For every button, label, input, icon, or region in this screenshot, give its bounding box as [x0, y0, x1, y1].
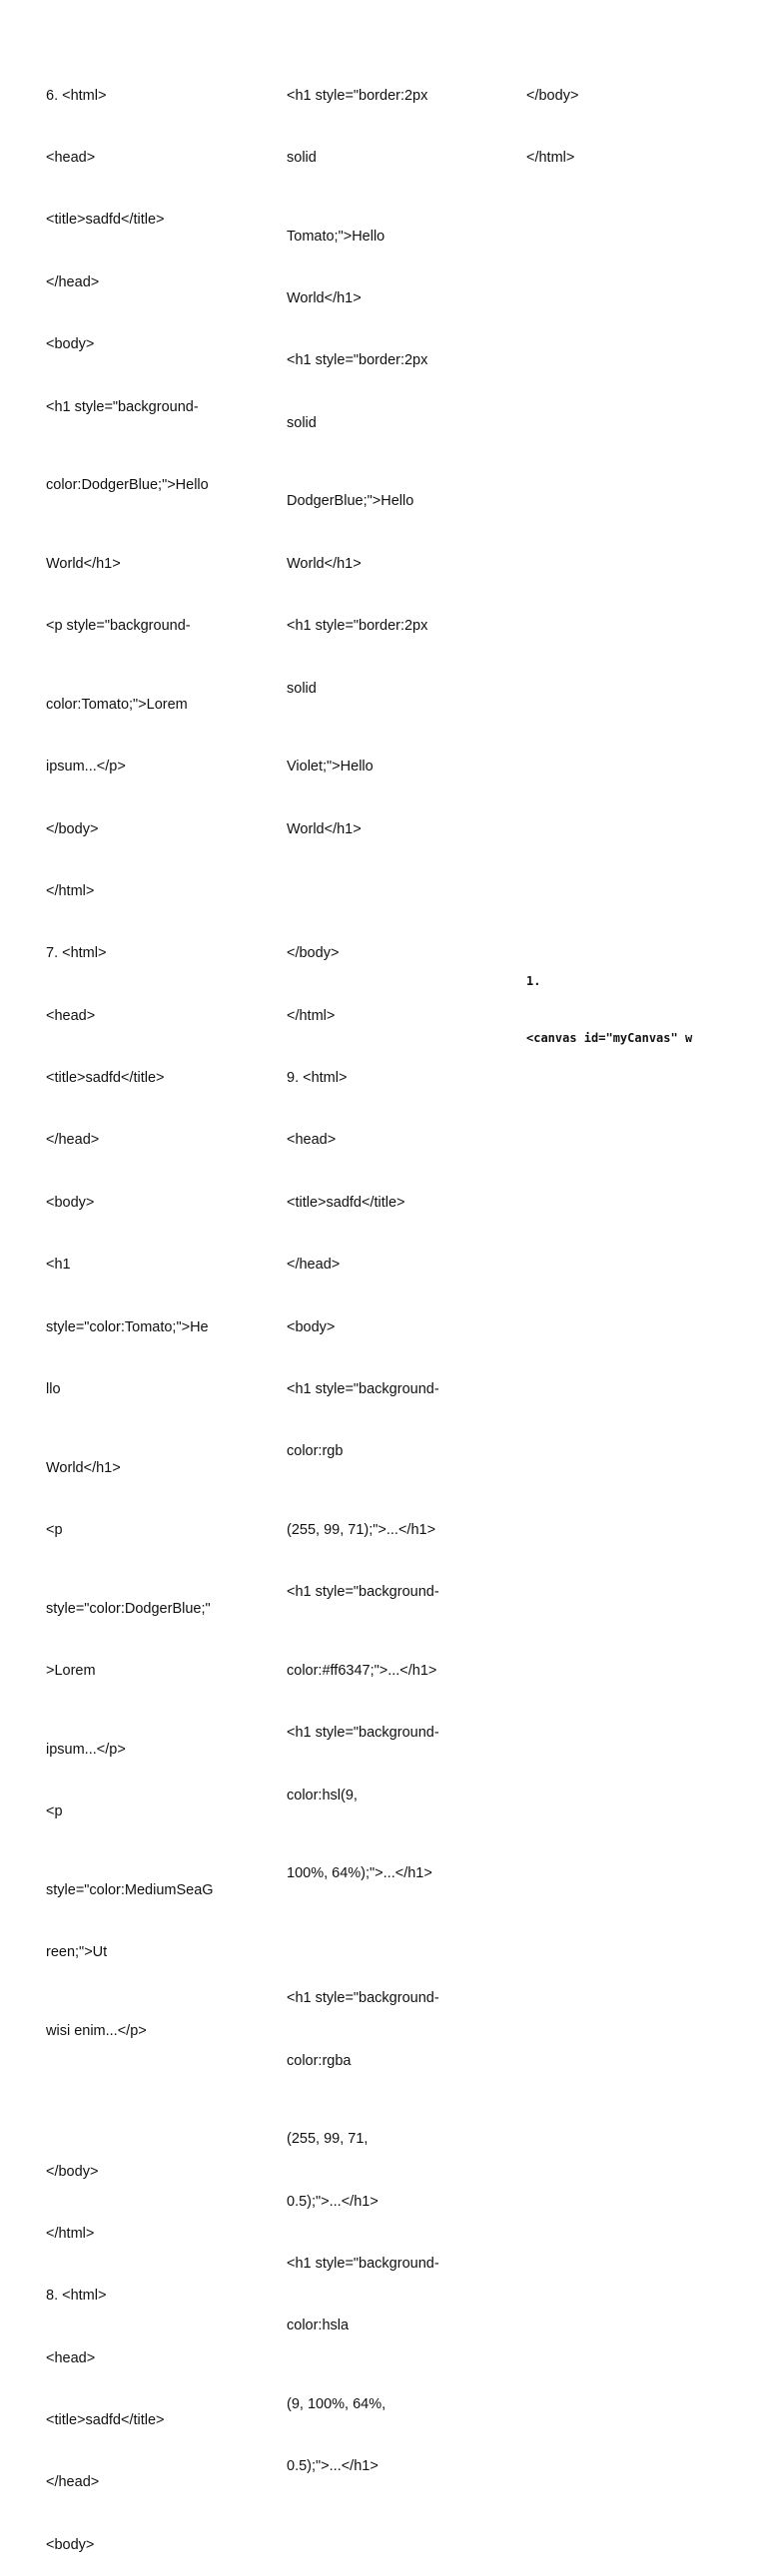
text-line: solid [287, 680, 317, 697]
text-line: <p [46, 1803, 63, 1819]
text-line: <body> [46, 2536, 95, 2553]
text-line: (255, 99, 71, [287, 2131, 369, 2148]
text-line: >Lorem [46, 1662, 96, 1679]
text-line: <h1 style="border:2px [287, 618, 428, 635]
text-line: wisi enim...</p> [46, 2022, 147, 2039]
text-line: <h1 style="background- [46, 398, 199, 415]
text-line [287, 1926, 511, 1947]
text-line: <head> [46, 2349, 96, 2366]
text-line: style="color:MediumSeaG [46, 1881, 214, 1898]
text-line: color:hsla [287, 2318, 350, 2334]
text-line: <h1 style="background- [287, 2255, 439, 2272]
text-line: </head> [46, 273, 100, 290]
text-line: <p [46, 1522, 63, 1538]
text-line: World</h1> [46, 555, 121, 572]
text-line: Violet;">Hello [287, 759, 374, 775]
text-line: <p style="background- [46, 618, 191, 635]
text-column-2 [287, 44, 511, 2498]
text-line: 0.5);">...</h1> [287, 2458, 379, 2475]
text-line [46, 2099, 271, 2120]
text-line: World</h1> [287, 555, 362, 572]
text-line: World</h1> [287, 289, 362, 306]
text-line: style="color:Tomato;">He [46, 1318, 209, 1335]
text-line: </html> [46, 882, 95, 899]
text-line: color:#ff6347;">...</h1> [287, 1662, 437, 1679]
text-line: <h1 style="background- [287, 1990, 439, 2007]
text-line: <h1 [46, 1257, 71, 1274]
text-line: <h1 style="border:2px [287, 87, 428, 104]
text-line: <body> [287, 1318, 336, 1335]
code-snippet [526, 934, 692, 1067]
text-line: <h1 style="border:2px [287, 352, 428, 369]
text-line: solid [287, 414, 317, 431]
text-line: (9, 100%, 64%, [287, 2395, 386, 2412]
text-line: 100%, 64%);">...</h1> [287, 1865, 432, 1882]
text-line: <h1 style="background- [287, 1725, 439, 1742]
text-line: </html> [526, 149, 575, 166]
text-line: World</h1> [287, 820, 362, 837]
text-line: <head> [287, 1132, 337, 1149]
text-line: color:rgb [287, 1443, 344, 1460]
text-column-1 [46, 44, 271, 2576]
text-line: llo [46, 1381, 61, 1398]
text-line: color:rgba [287, 2052, 352, 2069]
text-line: </head> [287, 1257, 341, 1274]
text-line: </body> [526, 87, 579, 104]
text-line: <head> [46, 149, 96, 166]
text-line: <head> [46, 1007, 96, 1024]
text-line: 8. <html> [46, 2288, 107, 2305]
text-line: color:hsl(9, [287, 1787, 358, 1803]
text-line: </body> [46, 2163, 99, 2180]
text-line: </head> [46, 1132, 100, 1149]
text-line: <title>sadfd</title> [46, 2412, 165, 2429]
text-line: 9. <html> [287, 1070, 348, 1087]
text-line: ipsum...</p> [46, 759, 126, 775]
text-line: color:Tomato;">Lorem [46, 696, 188, 713]
text-line: solid [287, 149, 317, 166]
text-line: color:DodgerBlue;">Hello [46, 477, 209, 494]
text-line: reen;">Ut [46, 1943, 108, 1960]
text-line: </html> [46, 2225, 95, 2242]
text-line: <h1 style="background- [287, 1381, 439, 1398]
text-line: <h1 style="background- [287, 1584, 439, 1601]
text-line: </head> [46, 2474, 100, 2491]
text-line: ipsum...</p> [46, 1741, 126, 1758]
text-line: <title>sadfd</title> [46, 1070, 165, 1087]
text-line: World</h1> [46, 1459, 121, 1476]
text-line: <body> [46, 336, 95, 353]
text-line: <title>sadfd</title> [46, 212, 165, 229]
text-line: </body> [287, 945, 340, 962]
text-line: <title>sadfd</title> [287, 1194, 405, 1211]
text-line: </html> [287, 1007, 336, 1024]
code-snippet-number: 1. [526, 974, 541, 988]
code-snippet-line: <canvas id="myCanvas" w [526, 1031, 693, 1045]
text-line: style="color:DodgerBlue;" [46, 1600, 211, 1617]
text-line: DodgerBlue;">Hello [287, 493, 414, 510]
text-line: 0.5);">...</h1> [287, 2193, 379, 2210]
text-line: (255, 99, 71);">...</h1> [287, 1522, 436, 1538]
text-line: 6. <html> [46, 87, 107, 104]
text-column-3 [526, 44, 746, 190]
text-line: </body> [46, 820, 99, 837]
text-line: <body> [46, 1194, 95, 1211]
text-line: 7. <html> [46, 945, 107, 962]
text-line [287, 881, 511, 902]
text-line: Tomato;">Hello [287, 228, 385, 245]
